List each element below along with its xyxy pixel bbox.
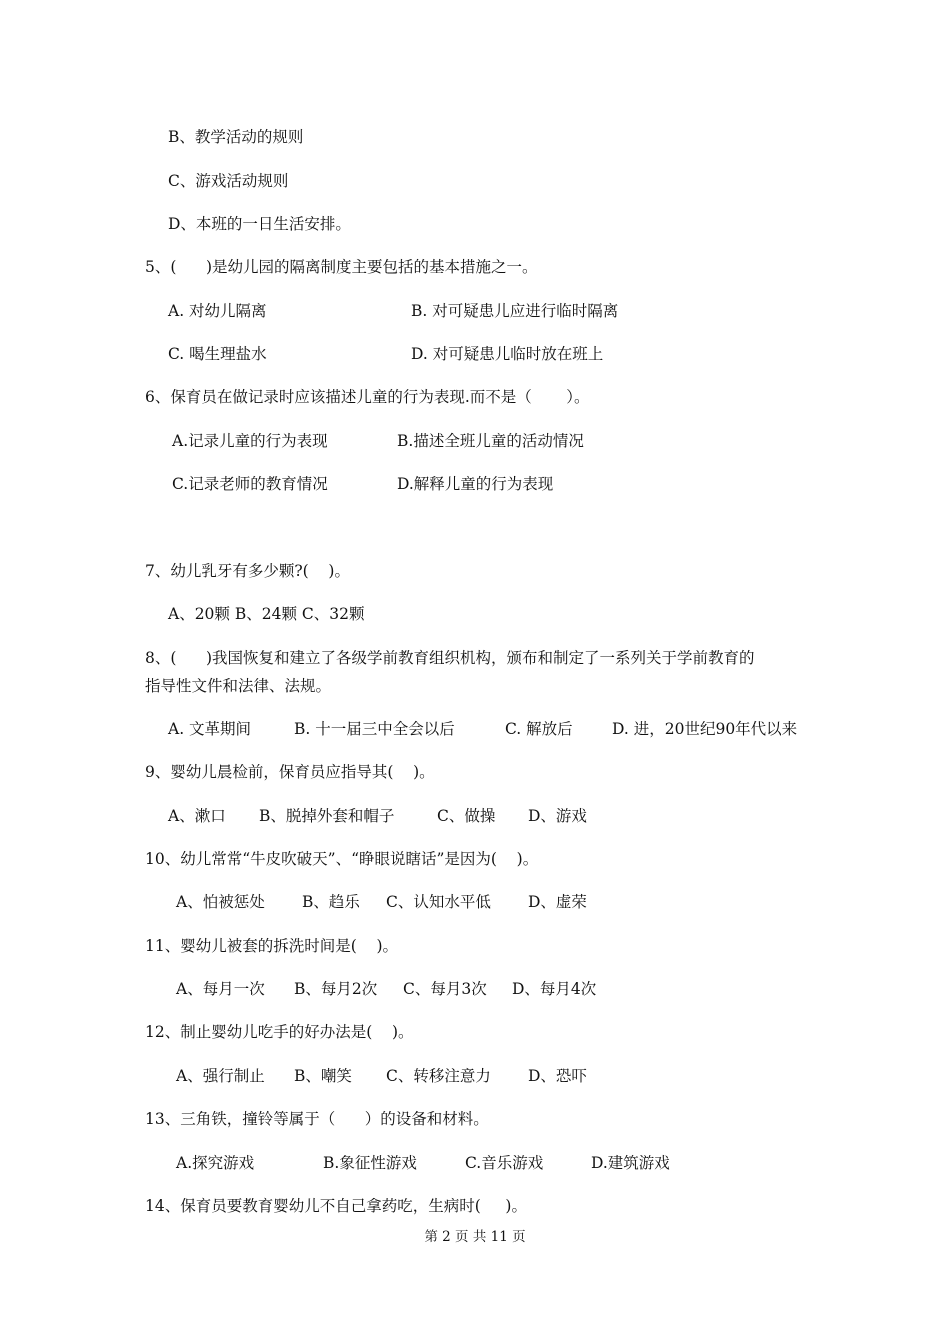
question-13-option-b: B.象征性游戏 — [323, 1154, 417, 1172]
question-5: 5、( )是幼儿园的隔离制度主要包括的基本措施之一。 — [145, 258, 538, 276]
question-5-option-a: A. 对幼儿隔离 — [168, 302, 267, 320]
question-11-option-a: A、每月一次 — [176, 980, 265, 998]
question-9: 9、婴幼儿晨检前，保育员应指导其( )。 — [145, 763, 435, 781]
question-9-option-c: C、做操 — [437, 807, 496, 825]
question-13-option-a: A.探究游戏 — [176, 1154, 255, 1172]
question-7-options: A、20颗 B、24颗 C、32颗 — [168, 605, 365, 623]
question-10-option-c: C、认知水平低 — [386, 893, 491, 911]
question-10-option-b: B、趋乐 — [302, 893, 360, 911]
page-footer: 第 2 页 共 11 页 — [424, 1229, 526, 1245]
question-5-option-d: D. 对可疑患儿临时放在班上 — [411, 345, 604, 363]
question-8-option-b: B. 十一届三中全会以后 — [294, 720, 455, 738]
option-b-prev: B、教学活动的规则 — [168, 128, 304, 146]
question-8-option-a: A. 文革期间 — [168, 720, 252, 738]
question-10-option-a: A、怕被惩处 — [176, 893, 265, 911]
question-8-line-1: 8、( )我国恢复和建立了各级学前教育组织机构，颁布和制定了一系列关于学前教育的 — [145, 649, 755, 667]
question-11: 11、婴幼儿被套的拆洗时间是( )。 — [145, 937, 399, 955]
question-6: 6、保育员在做记录时应该描述儿童的行为表现.而不是（ ）。 — [145, 388, 590, 406]
question-9-option-d: D、游戏 — [528, 807, 587, 825]
option-c-prev: C、游戏活动规则 — [168, 172, 289, 190]
question-10: 10、幼儿常常“牛皮吹破天”、“睁眼说瞎话”是因为( )。 — [145, 850, 539, 868]
question-8-line-2: 指导性文件和法律、法规。 — [145, 677, 332, 695]
question-6-option-d: D.解释儿童的行为表现 — [397, 475, 554, 493]
question-9-option-a: A、漱口 — [168, 807, 226, 825]
question-5-option-c: C. 喝生理盐水 — [168, 345, 267, 363]
question-11-option-c: C、每月3次 — [403, 980, 487, 998]
question-12-option-d: D、恐吓 — [528, 1067, 587, 1085]
question-8-option-d: D. 进，20世纪90年代以来 — [612, 720, 798, 738]
question-6-option-b: B.描述全班儿童的活动情况 — [397, 432, 584, 450]
question-7: 7、幼儿乳牙有多少颗?( )。 — [145, 562, 350, 580]
question-12-option-c: C、转移注意力 — [386, 1067, 491, 1085]
question-6-option-a: A.记录儿童的行为表现 — [172, 432, 328, 450]
question-11-option-b: B、每月2次 — [294, 980, 378, 998]
question-6-option-c: C.记录老师的教育情况 — [172, 475, 328, 493]
question-8-option-c: C. 解放后 — [505, 720, 573, 738]
question-5-option-b: B. 对可疑患儿应进行临时隔离 — [411, 302, 619, 320]
question-12: 12、制止婴幼儿吃手的好办法是( )。 — [145, 1023, 414, 1041]
question-13-option-c: C.音乐游戏 — [465, 1154, 544, 1172]
option-d-prev: D、本班的一日生活安排。 — [168, 215, 351, 233]
question-13: 13、三角铁，撞铃等属于（ ）的设备和材料。 — [145, 1110, 489, 1128]
question-12-option-b: B、嘲笑 — [294, 1067, 352, 1085]
question-14: 14、保育员要教育婴幼儿不自己拿药吃，生病时( )。 — [145, 1197, 527, 1215]
question-10-option-d: D、虚荣 — [528, 893, 587, 911]
question-12-option-a: A、强行制止 — [176, 1067, 265, 1085]
question-11-option-d: D、每月4次 — [512, 980, 597, 998]
question-9-option-b: B、脱掉外套和帽子 — [259, 807, 395, 825]
question-13-option-d: D.建筑游戏 — [591, 1154, 670, 1172]
